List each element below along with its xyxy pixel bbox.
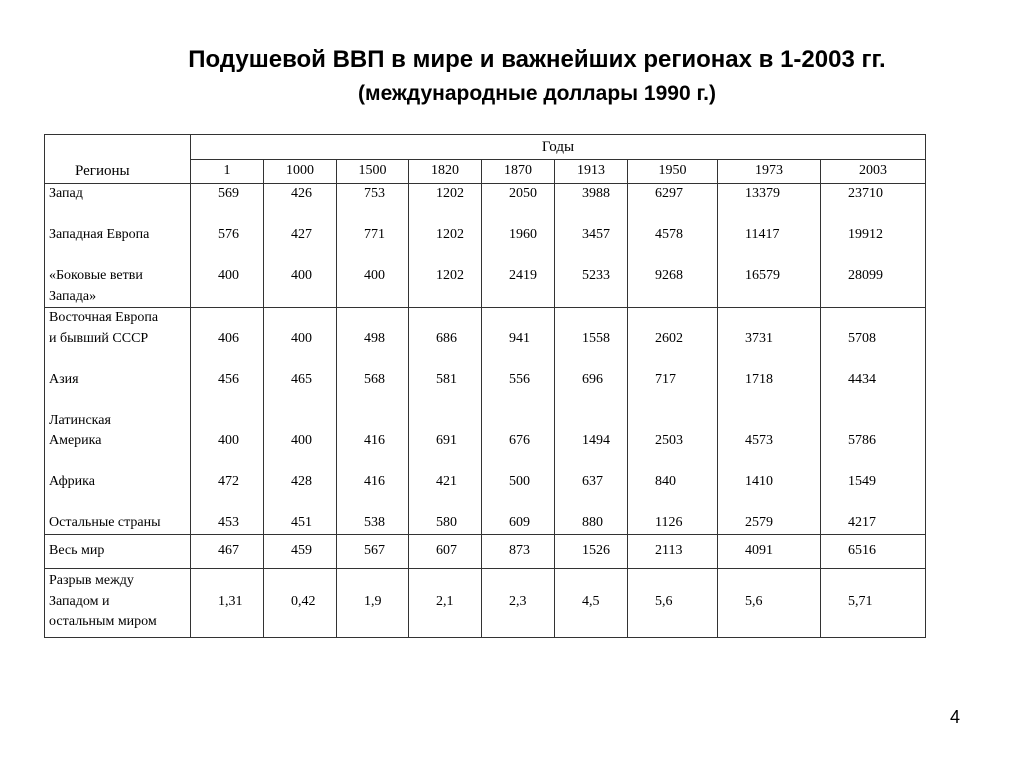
table-cell: 451 (291, 515, 312, 530)
region-label: Азия (49, 371, 79, 387)
table-cell: 472 (218, 474, 239, 489)
table-cell: 691 (436, 433, 457, 448)
region-label: Остальные страны (49, 515, 161, 530)
table-cell: 580 (436, 515, 457, 530)
table-cell: 5233 (582, 268, 610, 283)
region-label: Запада» (49, 288, 97, 304)
table-cell: 4091 (718, 535, 821, 569)
table-cell: 28099 (848, 268, 883, 283)
table-cell: 5708 (848, 330, 876, 346)
table-cell: 400 (218, 433, 239, 448)
table-cell: 416 (364, 474, 385, 489)
table-cell: 400 (291, 433, 312, 448)
table-cell: 6516 (821, 535, 926, 569)
gdp-table (44, 134, 926, 638)
table-cell: 637 (582, 474, 603, 489)
region-label: Восточная Европа (49, 310, 159, 325)
table-row-group-rest (45, 308, 926, 535)
table-cell: 1960 (509, 227, 537, 242)
years-header: Годы (191, 135, 926, 160)
table-cell: 5786 (848, 433, 876, 448)
table-cell: 400 (291, 330, 312, 346)
year-header: 1950 (628, 160, 718, 184)
table-cell: 456 (218, 371, 239, 387)
region-label: Разрыв между (49, 573, 134, 588)
table-cell: 1526 (555, 535, 628, 569)
page-number: 4 (950, 707, 961, 727)
table-cell: 5,6 (655, 593, 673, 609)
table-cell: 1410 (745, 474, 773, 489)
table-cell: 873 (482, 535, 555, 569)
table-cell: 459 (264, 535, 337, 569)
table-cell: 1494 (582, 433, 610, 448)
region-label: Запад (49, 186, 83, 201)
year-header: 1870 (482, 160, 555, 184)
table-cell: 568 (364, 371, 385, 387)
slide-title: Подушевой ВВП в мире и важнейших регионах в 1-2003 гг. (188, 46, 886, 73)
table-cell: 4217 (848, 515, 876, 530)
table-cell: 9268 (655, 268, 683, 283)
table-cell: 1718 (745, 371, 773, 387)
table-cell: 1549 (848, 474, 876, 489)
table-cell: 6297 (655, 186, 683, 201)
table-cell: 3731 (745, 330, 773, 346)
table-cell: 609 (509, 515, 530, 530)
table-cell: 498 (364, 330, 385, 346)
slide-subtitle: (международные доллары 1990 г.) (358, 82, 716, 105)
table-cell: 1,9 (364, 593, 382, 609)
table-cell: 753 (364, 186, 385, 201)
regions-header: Регионы (45, 135, 191, 184)
table-cell: 717 (655, 371, 676, 387)
table-cell: 696 (582, 371, 603, 387)
region-label: Весь мир (45, 535, 191, 569)
region-label: и бывший СССР (49, 330, 149, 346)
table-cell: 1558 (582, 330, 610, 346)
table-cell: 467 (191, 535, 264, 569)
region-label: «Боковые ветви (49, 268, 143, 283)
table-row-group-west (45, 184, 926, 308)
table-cell: 676 (509, 433, 530, 448)
table-cell: 4573 (745, 433, 773, 448)
table-cell: 400 (291, 268, 312, 283)
table-cell: 880 (582, 515, 603, 530)
year-header: 1500 (337, 160, 409, 184)
year-header: 1973 (718, 160, 821, 184)
table-cell: 1202 (436, 186, 464, 201)
table-cell: 2,3 (509, 593, 527, 609)
year-header: 2003 (821, 160, 926, 184)
table-cell: 4,5 (582, 593, 600, 609)
table-cell: 5,71 (848, 593, 873, 609)
table-cell: 607 (409, 535, 482, 569)
year-header: 1820 (409, 160, 482, 184)
region-label: Латинская (49, 412, 111, 428)
table-cell: 941 (509, 330, 530, 346)
table-cell: 400 (364, 268, 385, 283)
table-cell: 2050 (509, 186, 537, 201)
table-cell: 11417 (745, 227, 780, 242)
table-cell: 1202 (436, 227, 464, 242)
table-cell: 465 (291, 371, 312, 387)
table-cell: 1202 (436, 268, 464, 283)
table-cell: 428 (291, 474, 312, 489)
table-row-world (45, 535, 926, 569)
table-cell: 4578 (655, 227, 683, 242)
table-cell: 453 (218, 515, 239, 530)
table-cell: 2,1 (436, 593, 454, 609)
table-cell: 421 (436, 474, 457, 489)
table-cell: 406 (218, 330, 239, 346)
table-cell: 19912 (848, 227, 883, 242)
region-label: Западом и (49, 593, 110, 609)
region-label: Африка (49, 474, 95, 489)
table-cell: 23710 (848, 186, 883, 201)
region-labels (45, 308, 191, 535)
table-cell: 1126 (655, 515, 683, 530)
table-cell: 569 (218, 186, 239, 201)
table-cell: 840 (655, 474, 676, 489)
table-row-gap (45, 569, 926, 638)
table-header-row (45, 135, 926, 160)
year-header: 1913 (555, 160, 628, 184)
table-cell: 16579 (745, 268, 780, 283)
table-cell: 556 (509, 371, 530, 387)
table-cell: 426 (291, 186, 312, 201)
table-cell: 581 (436, 371, 457, 387)
table-cell: 771 (364, 227, 385, 242)
table-cell: 2113 (628, 535, 718, 569)
table-cell: 576 (218, 227, 239, 242)
table-cell: 567 (337, 535, 409, 569)
table-cell: 2602 (655, 330, 683, 346)
table-cell: 2503 (655, 433, 683, 448)
table-cell: 0,42 (291, 593, 316, 609)
region-label: Западная Европа (49, 227, 150, 242)
region-labels (45, 184, 191, 308)
table-cell: 400 (218, 268, 239, 283)
table-cell: 1,31 (218, 593, 243, 609)
year-header: 1 (191, 160, 264, 184)
table-cell: 416 (364, 433, 385, 448)
table-cell: 4434 (848, 371, 876, 387)
table-cell: 2579 (745, 515, 773, 530)
region-label: остальным миром (49, 614, 157, 629)
table-cell: 2419 (509, 268, 537, 283)
region-label: Америка (49, 433, 102, 448)
year-header: 1000 (264, 160, 337, 184)
region-labels (45, 569, 191, 638)
table-cell: 500 (509, 474, 530, 489)
table-cell: 427 (291, 227, 312, 242)
table-cell: 13379 (745, 186, 780, 201)
table-cell: 3988 (582, 186, 610, 201)
table-cell: 5,6 (745, 593, 763, 609)
table-cell: 686 (436, 330, 457, 346)
table-cell: 538 (364, 515, 385, 530)
table-cell: 3457 (582, 227, 610, 242)
